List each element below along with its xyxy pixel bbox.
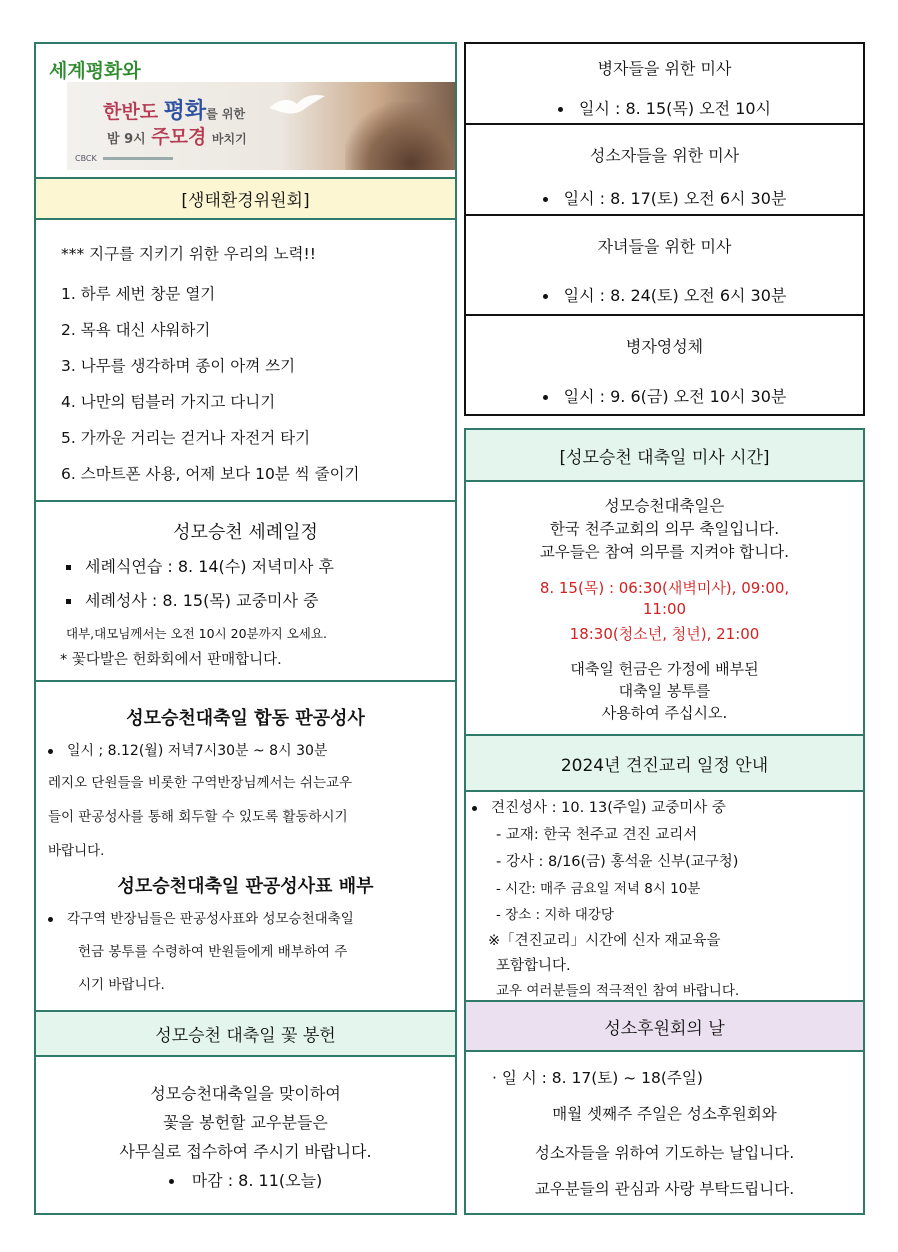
- baptism-bullet: 세례성사 : 8. 15(목) 교중미사 중: [66, 588, 319, 611]
- cbck-logo: CBCK: [75, 154, 173, 163]
- mass-box-communion: [464, 314, 865, 416]
- catechism-line: - 장소 : 지하 대강당: [496, 907, 614, 923]
- bullet-icon: [558, 107, 563, 112]
- bullet-icon: [48, 917, 53, 922]
- bullet-icon: [169, 1179, 174, 1184]
- mass-title: 병자들을 위한 미사: [597, 59, 732, 78]
- eco-item: 6. 스마트폰 사용, 어제 보다 10분 씩 줄이기: [61, 465, 360, 483]
- penance-dist: 헌금 봉투를 수령하여 반원들에게 배부하여 주: [78, 944, 348, 960]
- assumption-line: 한국 천주교회의 의무 축일입니다.: [549, 520, 780, 538]
- baptism-note: * 꽃다발은 헌화회에서 판매합니다.: [60, 652, 282, 668]
- assumption-line: 교우들은 참여 의무를 지켜야 합니다.: [539, 543, 790, 561]
- baptism-note: 대부,대모님께서는 오전 10시 20분까지 오세요.: [66, 626, 327, 641]
- mass-title: 자녀들을 위한 미사: [597, 237, 732, 256]
- flower-line: 꽃을 봉헌할 교우분들은: [163, 1113, 328, 1132]
- hands-illustration: [345, 102, 455, 170]
- bullet-icon: [543, 395, 548, 400]
- assumption-header: [성모승천 대축일 미사 시간]: [466, 430, 863, 482]
- catechism-body: [466, 792, 863, 1000]
- eco-item: 5. 가까운 거리는 걷거나 자전거 타기: [61, 429, 311, 447]
- penance-dist: 각구역 반장님들은 판공성사표와 성모승천대축일: [48, 907, 354, 927]
- flower-body: [36, 1057, 455, 1213]
- catechism-line: - 강사 : 8/16(금) 홍석윤 신부(교구청): [496, 854, 739, 870]
- offering-line: 사용하여 주십시오.: [601, 704, 728, 722]
- dove-icon: [267, 90, 327, 120]
- baptism-section: [36, 500, 455, 680]
- eco-item: 4. 나만의 텀블러 가지고 다니기: [61, 393, 276, 411]
- vocation-line: 매월 셋째주 주일은 성소후원회와: [552, 1105, 777, 1123]
- flower-header: 성모승천 대축일 꽃 봉헌: [36, 1010, 455, 1057]
- flower-line: 사무실로 접수하여 주시기 바랍니다.: [119, 1142, 372, 1161]
- banner-word-korea: 한반도: [103, 101, 159, 123]
- offering-line: 대축일 헌금은 가정에 배부된: [570, 660, 759, 678]
- mass-date: 일시 : 8. 15(목) 오전 10시: [466, 96, 863, 119]
- vocation-header: 성소후원회의 날: [466, 1000, 863, 1052]
- mass-date: 일시 : 8. 17(토) 오전 6시 30분: [466, 186, 863, 209]
- penance-dist-title: 성모승천대축일 판공성사표 배부: [117, 876, 374, 897]
- catechism-line: ※「견진교리」시간에 신자 재교육을: [488, 933, 721, 949]
- penance-title: 성모승천대축일 합동 판공성사: [126, 708, 365, 729]
- baptism-bullet: 세례식연습 : 8. 14(수) 저녁미사 후: [66, 554, 334, 577]
- penance-section: [36, 680, 455, 1010]
- catechism-line: 교우 여러분들의 적극적인 참여 바랍니다.: [496, 983, 740, 999]
- bullet-icon: [543, 294, 548, 299]
- flower-deadline: 마감 : 8. 11(오늘): [36, 1168, 455, 1191]
- mass-date: 일시 : 9. 6(금) 오전 10시 30분: [466, 384, 863, 407]
- eco-item: 1. 하루 세번 창문 열기: [61, 285, 216, 303]
- peace-banner-image: [67, 82, 455, 170]
- banner-word-peace: 평화: [163, 99, 207, 124]
- banner-word-prayer: 주모경: [151, 126, 207, 148]
- bullet-icon: [472, 806, 477, 811]
- square-bullet-icon: [66, 599, 71, 604]
- assumption-body: [466, 482, 863, 734]
- banner-word-for: 를 위한: [206, 107, 246, 121]
- mass-title: 성소자들을 위한 미사: [589, 146, 740, 165]
- penance-dist: 시기 바랍니다.: [78, 977, 165, 993]
- catechism-line: 견진성사 : 10. 13(주일) 교중미사 중: [472, 796, 726, 817]
- peace-title: 세계평화와: [49, 60, 141, 82]
- vocation-line: 교우분들의 관심과 사랑 부탁드립니다.: [534, 1180, 795, 1198]
- assumption-line: 성모승천대축일은: [604, 497, 725, 515]
- mass-title: 병자영성체: [625, 337, 704, 356]
- square-bullet-icon: [66, 565, 71, 570]
- catechism-line: - 교재: 한국 천주교 견진 교리서: [496, 827, 698, 843]
- baptism-title: 성모승천 세례일정: [173, 522, 318, 543]
- mass-times: 18:30(청소년, 청년), 21:00: [569, 625, 760, 643]
- mass-box-vocation: [464, 123, 865, 216]
- vocation-line: · 일 시 : 8. 17(토) ~ 18(주일): [492, 1069, 703, 1087]
- mass-times: 11:00: [642, 600, 687, 618]
- bullet-icon: [543, 197, 548, 202]
- mass-box-sick: [464, 42, 865, 125]
- offering-line: 대축일 봉투를: [618, 682, 711, 700]
- vocation-line: 성소자들을 위하여 기도하는 날입니다.: [534, 1144, 795, 1162]
- bullet-icon: [48, 749, 53, 754]
- peace-section: [36, 44, 455, 177]
- banner-word-offer: 바치기: [211, 132, 247, 146]
- vocation-body: [466, 1052, 863, 1213]
- penance-date: 일시 ; 8.12(월) 저녁7시30분 ~ 8시 30분: [48, 740, 327, 760]
- mass-date: 일시 : 8. 24(토) 오전 6시 30분: [466, 283, 863, 306]
- eco-item: 3. 나무를 생각하며 종이 아껴 쓰기: [61, 357, 296, 375]
- catechism-header: 2024년 견진교리 일정 안내: [466, 734, 863, 792]
- banner-word-9pm: 밤 9시: [107, 132, 146, 147]
- flower-line: 성모승천대축일을 맞이하여: [150, 1084, 341, 1103]
- mass-times: 8. 15(목) : 06:30(새벽미사), 09:00,: [539, 579, 790, 597]
- catechism-line: 포함합니다.: [496, 958, 571, 974]
- eco-list: [36, 220, 455, 500]
- penance-desc: 레지오 단원들을 비롯한 구역반장님께서는 쉬는교우: [48, 775, 353, 791]
- penance-desc: 들이 판공성사를 통해 회두할 수 있도록 활동하시기: [48, 809, 348, 825]
- eco-item: 2. 목욕 대신 샤워하기: [61, 321, 211, 339]
- eco-header: [생태환경위원회]: [36, 177, 455, 220]
- mass-box-children: [464, 214, 865, 316]
- penance-desc: 바랍니다.: [48, 843, 105, 859]
- eco-intro: *** 지구를 지키기 위한 우리의 노력!!: [61, 245, 316, 263]
- catechism-line: - 시간: 매주 금요일 저녁 8시 10분: [496, 881, 701, 897]
